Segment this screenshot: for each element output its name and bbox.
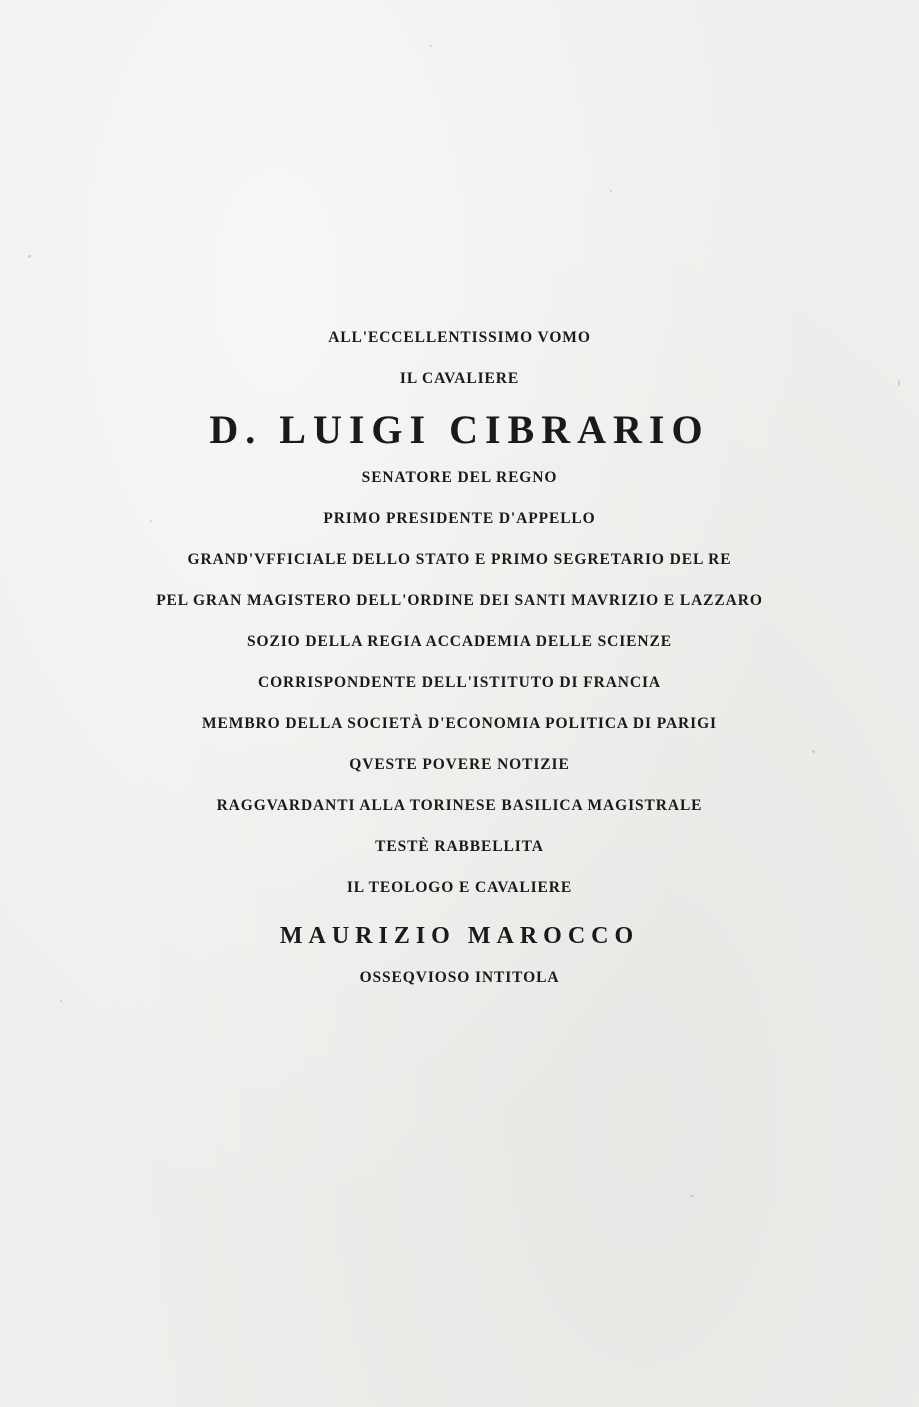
dedication-line-president: PRIMO PRESIDENTE D'APPELLO [323,510,596,527]
dedication-line-basilica: RAGGVARDANTI ALLA TORINESE BASILICA MAGISTRALE [216,797,703,814]
dedication-line-secretary: GRAND'VFFICIALE DELLO STATO E PRIMO SEGRETARIO DEL RE [187,551,732,568]
dedication-line-order: PEL GRAN MAGISTERO DELL'ORDINE DEI SANTI MAVRIZIO E LAZZARO [156,592,763,609]
paper-speck [28,255,31,258]
dedication-line-theologian: IL TEOLOGO E CAVALIERE [346,879,573,896]
author-name: MAURIZIO MAROCCO [279,923,640,949]
dedication-line-closing: OSSEQVIOSO INTITOLA [359,969,560,986]
paper-speck [690,1195,694,1197]
paper-speck [430,45,432,47]
dedication-line-notes: QVESTE POVERE NOTIZIE [349,756,570,773]
dedication-line-restored: TESTÈ RABBELLITA [375,838,544,855]
dedication-line-senator: SENATORE DEL REGNO [361,469,558,486]
paper-speck [610,190,612,192]
dedication-line-academy: SOZIO DELLA REGIA ACCADEMIA DELLE SCIENZE [247,633,672,650]
paper-speck [812,750,815,753]
dedicatee-name: D. LUIGI CIBRARIO [209,407,710,452]
dedication-line-addressee: ALL'ECCELLENTISSIMO VOMO [328,329,591,346]
dedication-line-society: MEMBRO DELLA SOCIETÀ D'ECONOMIA POLITICA DI PARIGI [202,715,717,732]
paper-speck [60,1000,62,1002]
dedication-line-institute: CORRISPONDENTE DELL'ISTITUTO DI FRANCIA [257,674,661,691]
dedication-line-title: IL CAVALIERE [399,370,520,387]
